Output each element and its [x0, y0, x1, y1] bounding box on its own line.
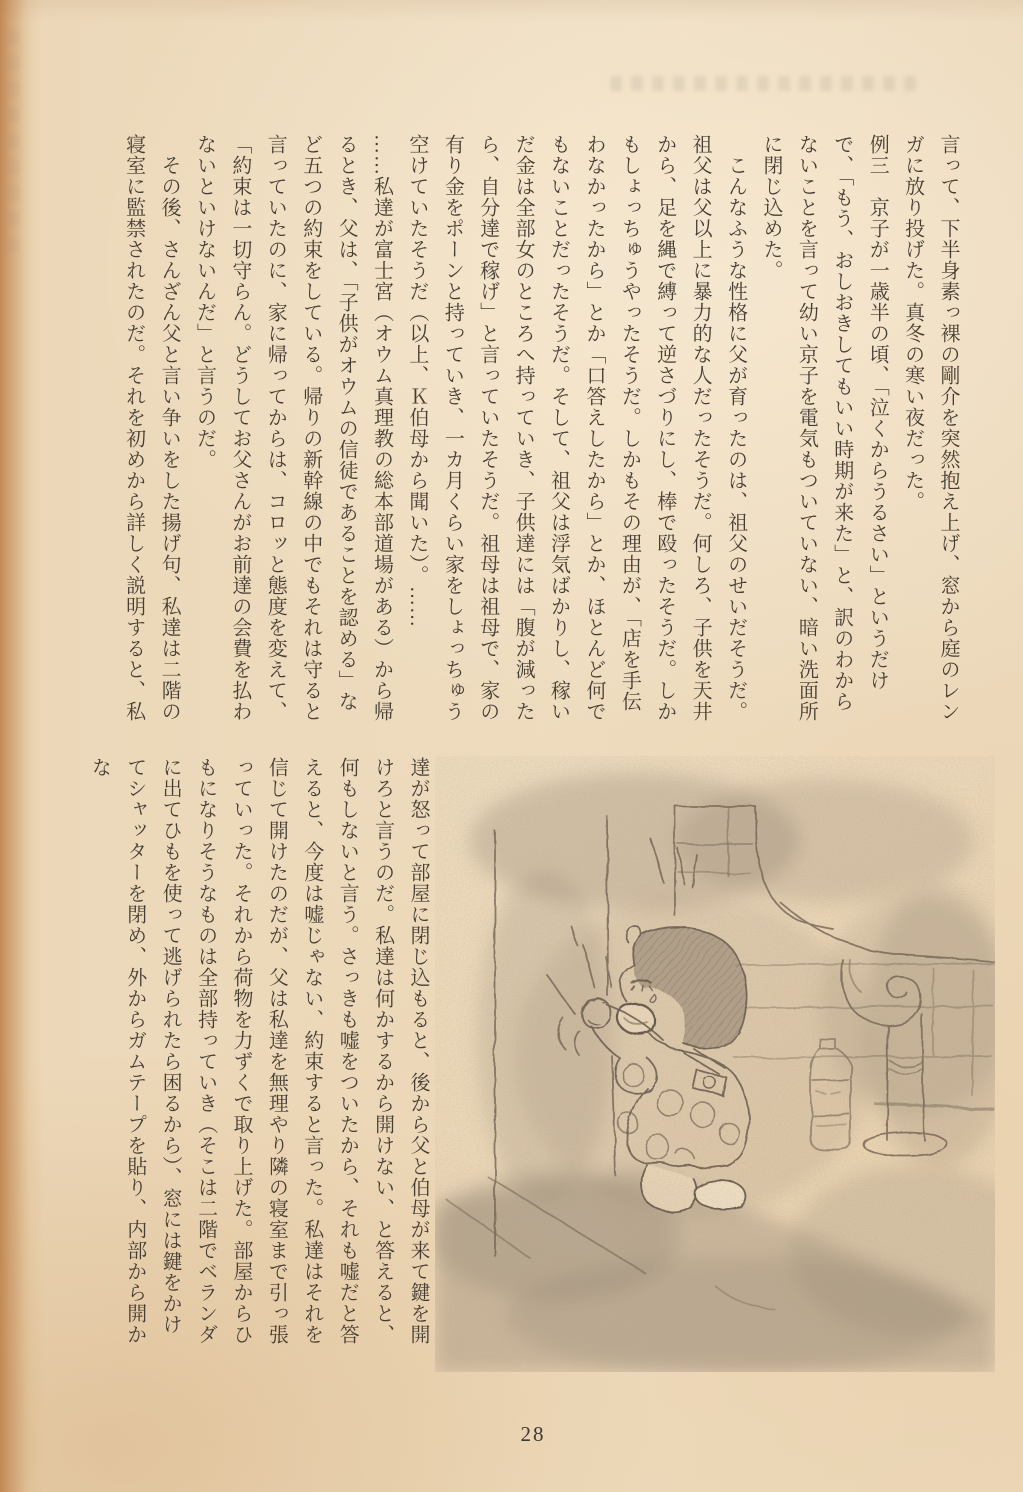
- pencil-grain: [435, 756, 995, 1372]
- illustration-crying-child: [435, 756, 995, 1372]
- paragraph-4: ……私達が富士宮（オウム真理教の総本部道場がある）から帰るとき、父は、「子供がオウムの信徒であることを認める」など五つの約束をしている。帰りの新幹線の中でもそれは守ると言っていたのに、家に帰ってからは、コロッと態度を変えて、「約束は一切守らん。どうしてお父さんがお前達の会費を払わないといけないんだ」と言うのだ。: [193, 134, 393, 722]
- paragraph-5: その後、さんざん父と言い争いをした揚げ句、私達は二階の寝室に監禁されたのだ。それを初めから詳しく説明すると、私: [122, 134, 181, 722]
- page-binding-edge: [0, 0, 30, 1492]
- page-number: 28: [520, 1422, 546, 1446]
- main-text-top: [115, 134, 965, 724]
- main-text-bottom: [81, 757, 435, 1349]
- paragraph-2: 例三 京子が一歳半の頃、「泣くからうるさい」というだけで、「もう、おしおきしてもいい時期が来た」と、訳のわからないことを言って幼い京子を電気もついていない、暗い洗面所に閉じ込めた。: [759, 134, 889, 722]
- showthrough-text: [610, 76, 924, 91]
- showthrough-margin: [6, 30, 20, 260]
- crying-child-sketch: [435, 756, 995, 1372]
- paragraph-6: 達が怒って部屋に閉じ込もると、後から父と伯母が来て鍵を開けろと言うのだ。私達は何かするから開けない、と答えると、何もしないと言う。さっきも嘘をついたから、それも嘘だと答えると、今度は嘘じゃない、約束すると言った。私達はそれを信じて開けたのだが、父は私達を無理やり隣の寝室まで引っ張っていった。それから荷物を力ずくで取り上げた。部屋からひもになりそうなものは全部持っていき（そこは二階でベランダに出てひもを使って逃げられたら困るから）、窓には鍵をかけてシャッターを閉め、外からガムテープを貼り、内部から開かな: [88, 757, 429, 1345]
- paragraph-1: 言って、下半身素っ裸の剛介を突然抱え上げ、窓から庭のレンガに放り投げた。真冬の寒い夜だった。: [901, 134, 959, 722]
- paragraph-3: こんなふうな性格に父が育ったのは、祖父のせいだそうだ。祖父は父以上に暴力的な人だったそうだ。何しろ、子供を天井から、足を縄で縛って逆さづりにし、棒で殴ったそうだ。しかもしょっちゅうやったそうだ。しかもその理由が、「店を手伝わなかったから」とか「口答えしたから」とか、ほとんど何でもないことだったそうだ。そして、祖父は浮気ばかりし、稼いだ金は全部女のところへ持っていき、子供達には「腹が減ったら、自分達で稼げ」と言っていたそうだ。祖母は祖母で、家の有り金をポーンと持っていき、一カ月くらい家をしょっちゅう空けていたそうだ（以上、Ｋ伯母から聞いた）。……: [405, 134, 747, 722]
